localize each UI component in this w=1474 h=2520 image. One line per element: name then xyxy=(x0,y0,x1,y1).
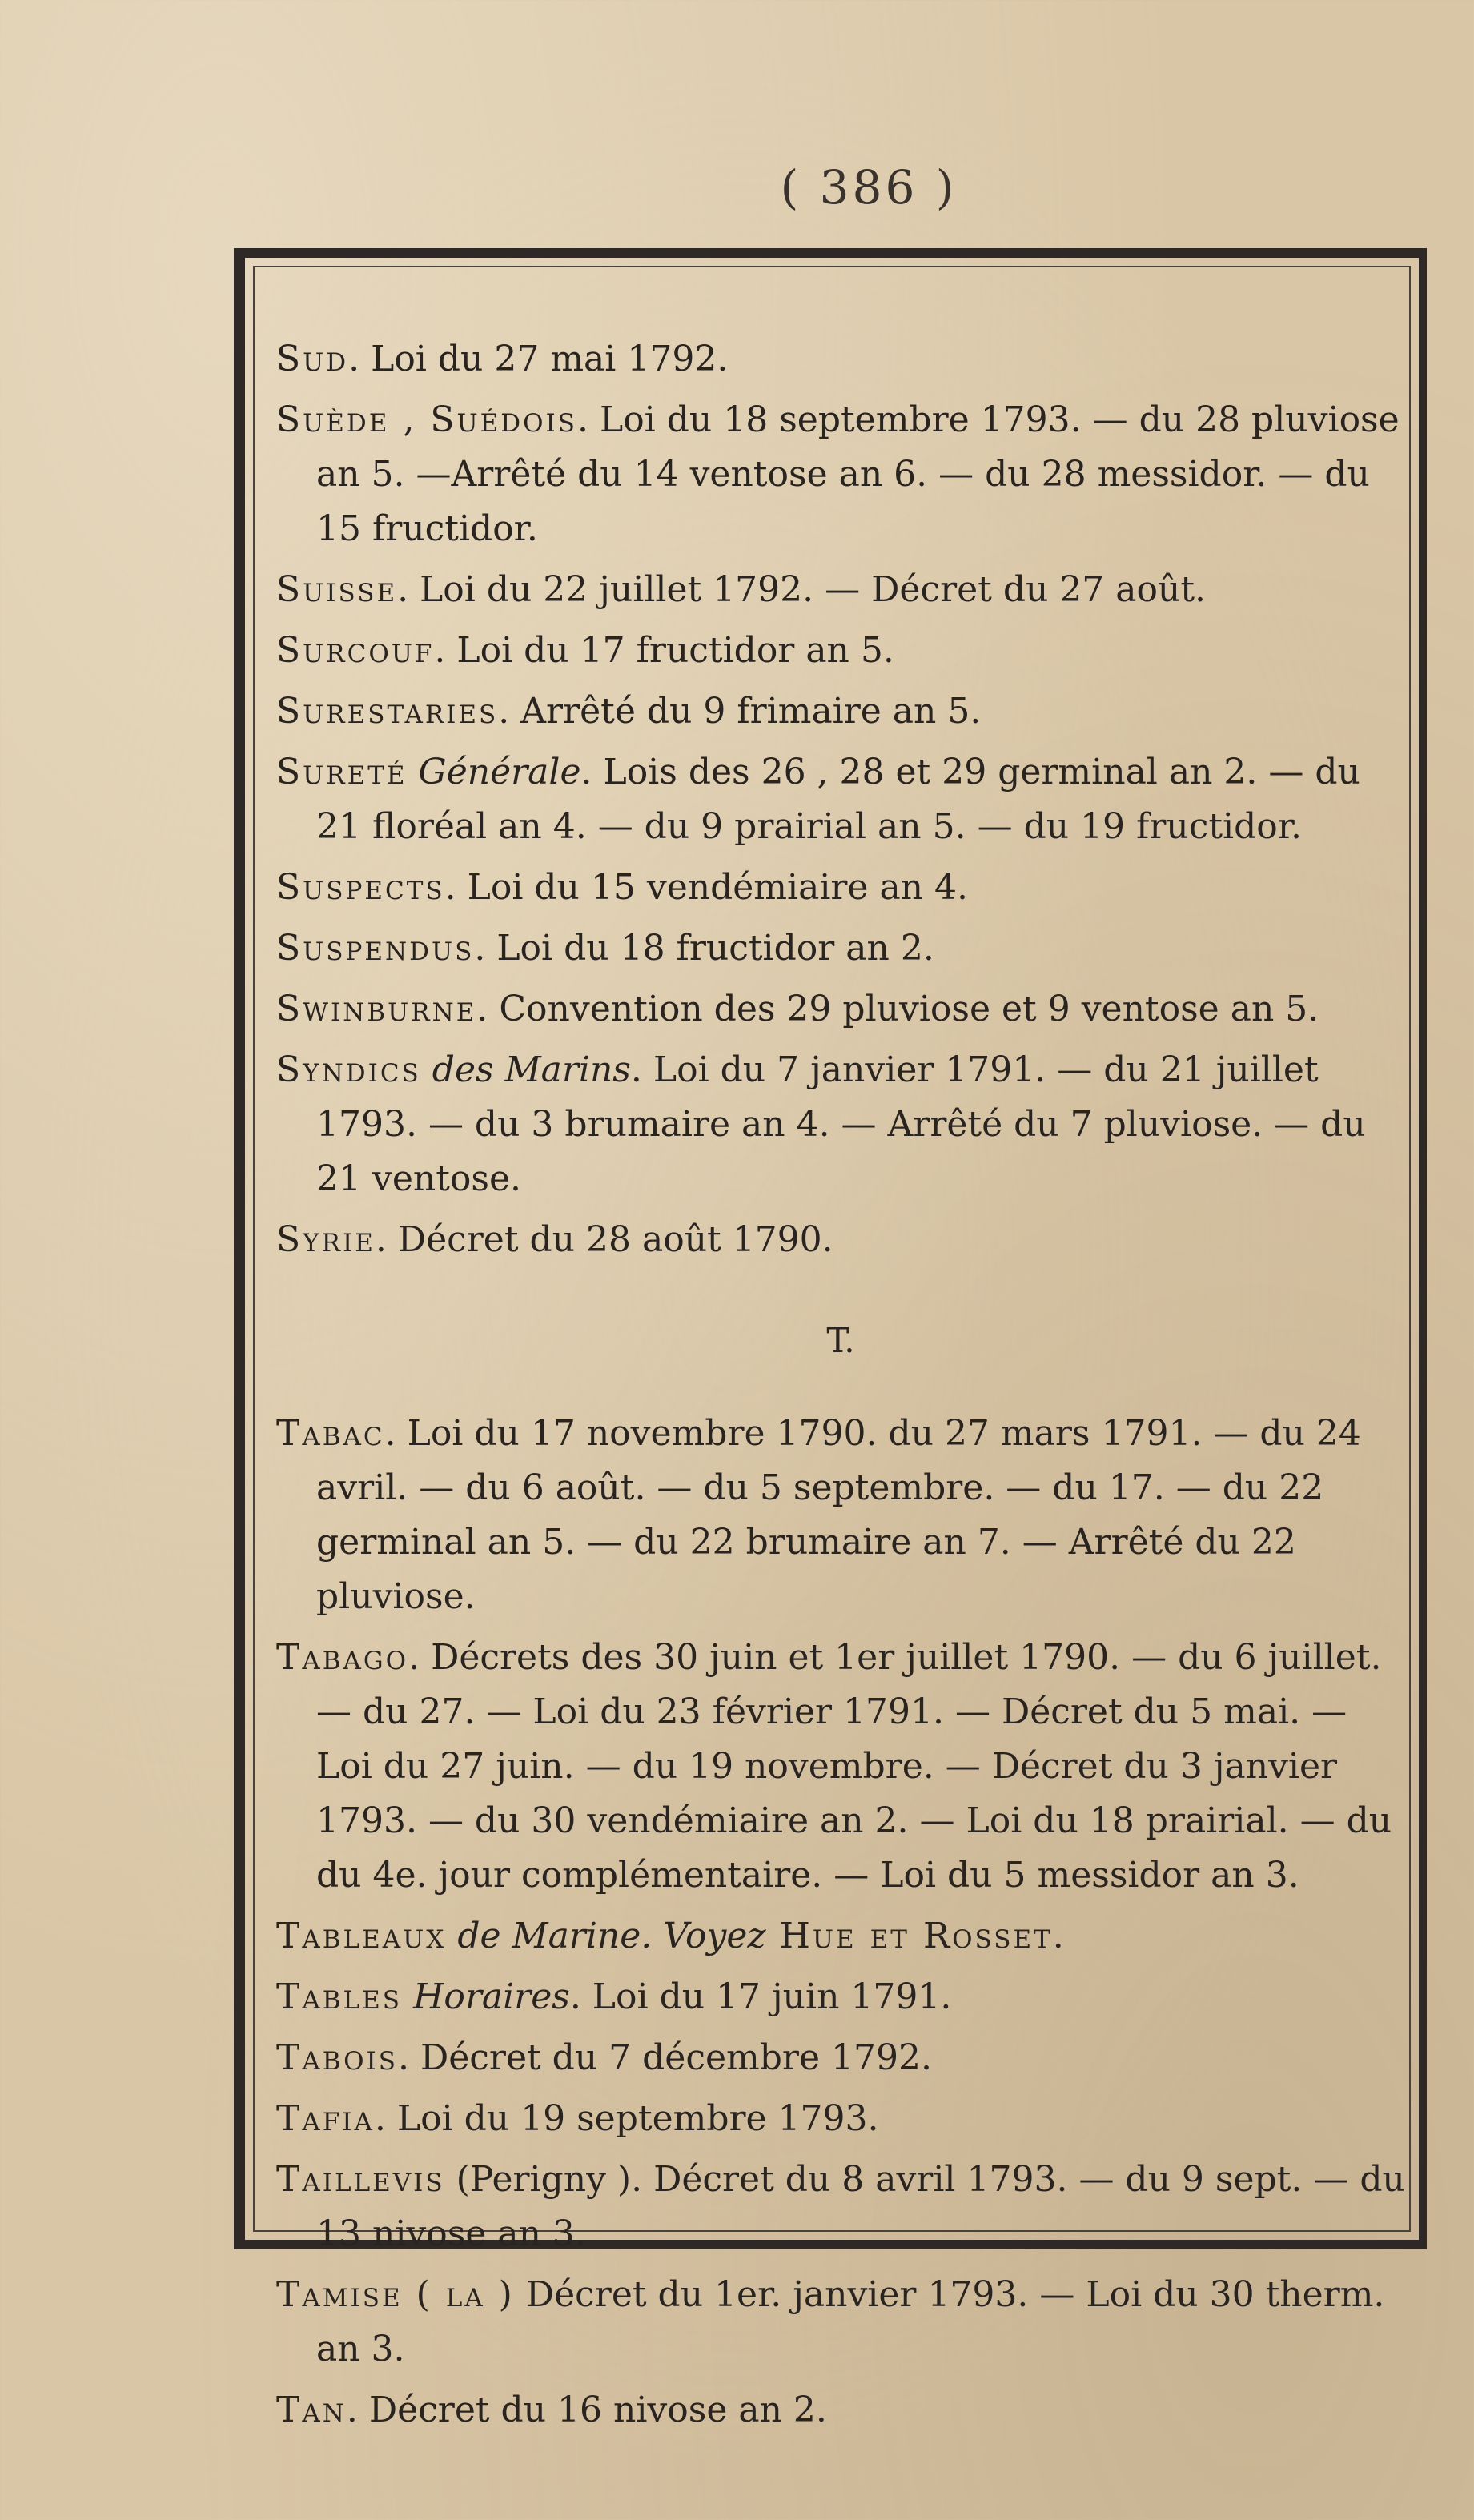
entry-text: . Décrets des 30 juin et 1er juillet 1790. — du 6 juillet. — du 27. — Loi du 23 février 1791. — Décret du 5 mai. — Loi du 27 juin. — du 19 novembre. — Décret du 3 janvier 1793. — du 30 vendémiaire an 2. — Loi du 18 prairial. — du du 4e. jour complémentaire. — Loi du 5 messidor an 3. xyxy=(316,1637,1392,1896)
index-entry-syrie xyxy=(276,1213,1405,1267)
index-entry-suspects xyxy=(276,861,1405,915)
entry-head: Tables xyxy=(276,1976,402,2017)
index-entries xyxy=(276,332,1405,2438)
entry-head: Syndics xyxy=(276,1049,421,1090)
entry-head: Surestaries xyxy=(276,691,499,732)
entry-qualifier: Horaires xyxy=(412,1976,570,2017)
entry-qualifier: de Marine. Voyez xyxy=(457,1916,766,1956)
index-entry-suede xyxy=(276,393,1405,556)
index-entry-swinburne xyxy=(276,982,1405,1037)
entry-text: Hue et Rosset. xyxy=(765,1916,1066,1956)
index-entry-sud xyxy=(276,332,1405,387)
index-entry-tabago xyxy=(276,1631,1405,1903)
entry-head: Suspects xyxy=(276,867,445,908)
entry-head: Tabac xyxy=(276,1413,385,1454)
entry-head: Tamise ( la ) xyxy=(276,2274,515,2315)
index-entry-tamise xyxy=(276,2268,1405,2377)
entry-head: Suède , Suédois xyxy=(276,399,577,440)
entry-head: Suspendus xyxy=(276,928,475,969)
entry-head: Tabago xyxy=(276,1637,409,1678)
entry-text: Décret du 1er. janvier 1793. — Loi du 30 therm. an 3. xyxy=(316,2274,1385,2370)
entry-text: . Loi du 22 juillet 1792. — Décret du 27 août. xyxy=(397,569,1207,610)
index-entry-suspendus xyxy=(276,921,1405,976)
entry-text: . Loi du 7 janvier 1791. — du 21 juillet 1793. — du 3 brumaire an 4. — Arrêté du 7 pluviose. — du 21 ventose. xyxy=(316,1049,1366,1199)
entry-text: . Loi du 18 fructidor an 2. xyxy=(474,928,934,969)
entry-head: Suisse xyxy=(276,569,398,610)
entry-text: . Loi du 18 septembre 1793. — du 28 pluviose an 5. —Arrêté du 14 ventose an 6. — du 28 messidor. — du 15 fructidor. xyxy=(316,399,1400,549)
entry-text: . Décret du 7 décembre 1792. xyxy=(398,2037,932,2078)
entry-head: Tabois xyxy=(276,2037,398,2078)
entry-head: Swinburne xyxy=(276,989,477,1029)
entry-text: . Décret du 16 nivose an 2. xyxy=(346,2390,827,2430)
index-entry-surete xyxy=(276,745,1405,854)
entry-text: . Loi du 17 fructidor an 5. xyxy=(434,630,894,671)
entry-head: Sud xyxy=(276,339,349,379)
entry-text: . Loi du 19 septembre 1793. xyxy=(374,2098,879,2139)
index-entry-tan xyxy=(276,2383,1405,2438)
entry-text: . Loi du 17 juin 1791. xyxy=(569,1976,952,2017)
index-entry-syndics xyxy=(276,1043,1405,1206)
entry-head: Tableaux xyxy=(276,1916,447,1956)
page-number: ( 386 ) xyxy=(780,160,958,215)
index-entry-suisse xyxy=(276,563,1405,617)
entry-head: Surcouf xyxy=(276,630,435,671)
entry-head: Tan xyxy=(276,2390,347,2430)
entry-text: . Lois des 26 , 28 et 29 germinal an 2. — du 21 floréal an 4. — du 9 prairial an 5. — du 19 fructidor. xyxy=(316,752,1360,847)
section-letter-t: T. xyxy=(826,1321,855,1360)
entry-text: . Arrêté du 9 frimaire an 5. xyxy=(498,691,982,732)
entry-text: (Perigny ). Décret du 8 avril 1793. — du 9 sept. — du 13 nivose an 3. xyxy=(316,2159,1405,2254)
entry-qualifier: des Marins xyxy=(432,1049,631,1090)
entry-text: . Loi du 27 mai 1792. xyxy=(348,339,729,379)
index-entry-taillevis xyxy=(276,2153,1405,2261)
index-entry-surestaries xyxy=(276,684,1405,739)
entry-text: . Décret du 28 août 1790. xyxy=(375,1219,833,1260)
entry-head: Syrie xyxy=(276,1219,376,1260)
index-entry-tables xyxy=(276,1970,1405,2024)
index-entry-tableaux xyxy=(276,1909,1405,1964)
entry-text: . Loi du 17 novembre 1790. du 27 mars 1791. — du 24 avril. — du 6 août. — du 5 septembre. — du 17. — du 22 germinal an 5. — du 22 brumaire an 7. — Arrêté du 22 pluviose. xyxy=(316,1413,1361,1617)
entry-text: . Loi du 15 vendémiaire an 4. xyxy=(444,867,968,908)
index-entry-tafia xyxy=(276,2092,1405,2146)
index-entry-surcouf xyxy=(276,624,1405,678)
entry-head: Tafia xyxy=(276,2098,375,2139)
index-entry-tabac xyxy=(276,1406,1405,1624)
index-entry-tabois xyxy=(276,2031,1405,2085)
entry-head: Taillevis xyxy=(276,2159,445,2200)
entry-text: . Convention des 29 pluviose et 9 ventose an 5. xyxy=(476,989,1319,1029)
entry-qualifier: Générale xyxy=(418,752,581,793)
entry-head: Sureté xyxy=(276,752,408,793)
